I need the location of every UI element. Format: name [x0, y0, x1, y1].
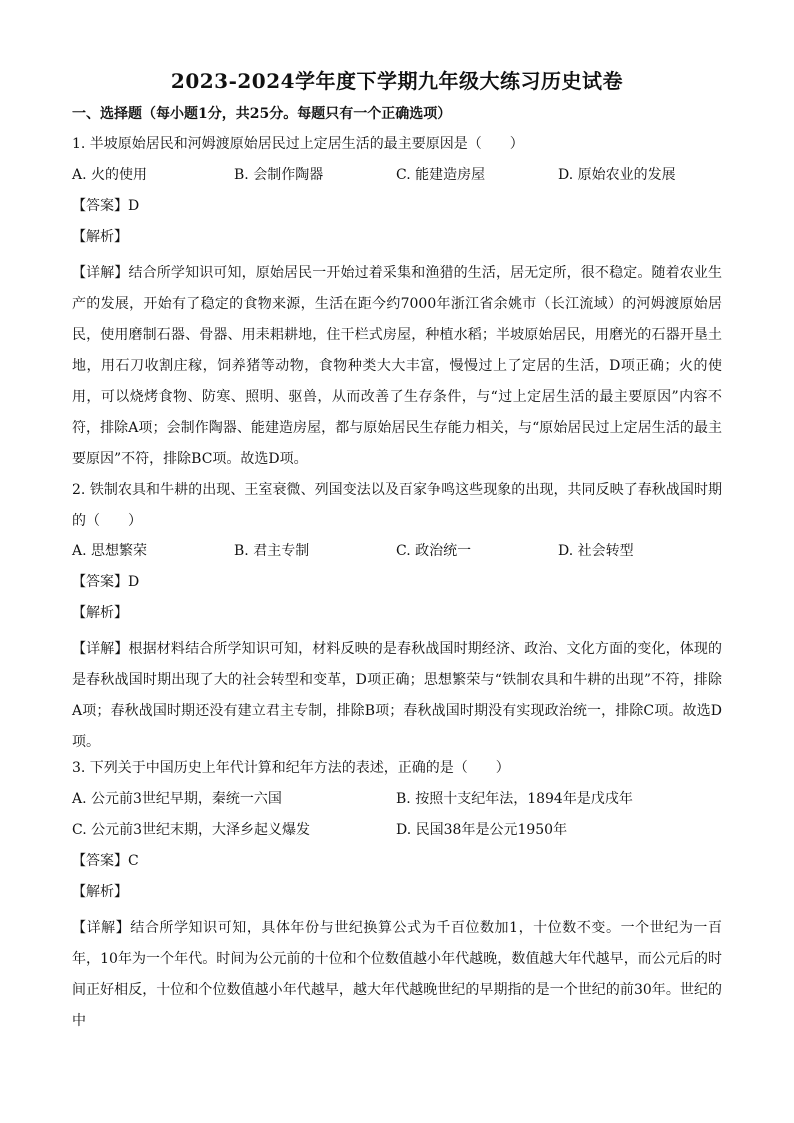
options-row: [72, 165, 722, 185]
option-d: D. 原始农业的发展: [558, 167, 676, 183]
option-a: A. 思想繁荣: [72, 543, 148, 559]
explanation-text: 【详解】结合所学知识可知，原始居民一开始过着采集和渔猎的生活，居无定所，很不稳定。随着农业生产的发展，开始有了稳定的食物来源，生活在距今约7000年浙江省余姚市（长江流域）的河姆渡原始居民，使用磨制石器、骨器、用耒耜耕地，住干栏式房屋，种植水稻；半坡原始居民，用磨光的石器开垦土地，用石刀收割庄稼，饲养猪等动物，食物种类大大丰富，慢慢过上了定居的生活，D项正确；火的使用，可以烧烤食物、防寒、照明、驱兽，从而改善了生存条件，与“过上定居生活的最主要原因”内容不符，排除A项；会制作陶器、能建造房屋，都与原始居民生存能力相关，与“原始居民过上定居生活的最主要原因”不符，排除BC项。故选D项。: [72, 265, 722, 467]
option-c: C. 政治统一: [396, 543, 472, 559]
question-stem: 2. 铁制农具和牛耕的出现、王室衰微、列国变法以及百家争鸣这些现象的出现，共同反映了春秋战国时期的（ ）: [72, 482, 722, 529]
option-a: A. 火的使用: [72, 167, 148, 183]
option-c: C. 公元前3世纪末期，大泽乡起义爆发: [72, 822, 311, 838]
exam-page: [72, 66, 722, 1037]
answer-label: 【答案】C: [72, 853, 139, 869]
question-1: [72, 134, 722, 475]
options-row: [72, 541, 722, 561]
option-a: A. 公元前3世纪早期，秦统一六国: [72, 791, 282, 807]
option-c: C. 能建造房屋: [396, 167, 486, 183]
answer-label: 【答案】D: [72, 198, 140, 214]
analysis-label: 【解析】: [72, 229, 128, 245]
option-b: B. 会制作陶器: [234, 167, 324, 183]
option-d: D. 社会转型: [558, 543, 634, 559]
question-stem: 1. 半坡原始居民和河姆渡原始居民过上定居生活的最主要原因是（ ）: [72, 136, 524, 152]
exam-title: 2023-2024学年度下学期九年级大练习历史试卷: [170, 69, 624, 93]
explanation-text: 【详解】根据材料结合所学知识可知，材料反映的是春秋战国时期经济、政治、文化方面的变化，体现的是春秋战国时期出现了大的社会转型和变革，D项正确；思想繁荣与“铁制农具和牛耕的出现”不符，排除A项；春秋战国时期还没有建立君主专制，排除B项；春秋战国时期没有实现政治统一，排除C项。故选D项。: [72, 641, 722, 750]
options-row: [72, 789, 722, 809]
options-row: [72, 820, 722, 840]
option-b: B. 君主专制: [234, 543, 310, 559]
analysis-label: 【解析】: [72, 884, 128, 900]
analysis-label: 【解析】: [72, 605, 128, 621]
question-2: [72, 475, 722, 758]
option-d: D. 民国38年是公元1950年: [396, 822, 568, 838]
question-3: [72, 758, 722, 1037]
question-stem: 3. 下列关于中国历史上年代计算和纪年方法的表述，正确的是（ ）: [72, 760, 510, 776]
answer-label: 【答案】D: [72, 574, 140, 590]
option-b: B. 按照十支纪年法，1894年是戊戌年: [396, 791, 633, 807]
section-heading: 一、选择题（每小题1分，共25分。每题只有一个正确选项）: [72, 106, 452, 122]
explanation-text: 【详解】结合所学知识可知，具体年份与世纪换算公式为千百位数加1，十位数不变。一个世纪为一百年，10年为一个年代。时间为公元前的十位和个位数值越小年代越晚，数值越大年代越早，而公元后的时间正好相反，十位和个位数值越小年代越早，越大年代越晚世纪的早期指的是一个世纪的前30年。世纪的中: [72, 920, 722, 1029]
